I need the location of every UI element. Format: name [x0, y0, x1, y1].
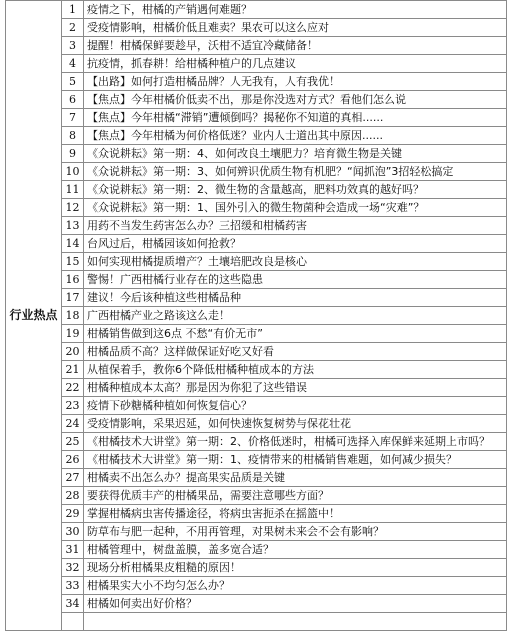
table-row [6, 127, 507, 145]
row-number: 29 [62, 505, 84, 523]
table-row [6, 487, 507, 505]
row-number: 15 [62, 253, 84, 271]
row-number: 22 [62, 379, 84, 397]
table-row [6, 145, 507, 163]
table-row [6, 217, 507, 235]
row-title: 《众说耕耘》第一期：1、国外引入的微生物菌种会造成一场“灾难”？ [84, 199, 507, 217]
table-row [6, 559, 507, 577]
row-title: 柑橘管理中，树盘盖膜，盖多宽合适？ [84, 541, 507, 559]
row-title: 抗疫情，抓春耕！给柑橘种植户的几点建议 [84, 55, 507, 73]
row-title: 提醒！柑橘保鲜要趁早，沃柑不适宜冷藏储备！ [84, 37, 507, 55]
table-row [6, 343, 507, 361]
row-number: 10 [62, 163, 84, 181]
table-row [6, 595, 507, 613]
table-row [6, 325, 507, 343]
row-title: 柑橘品质不高？这样做保证好吃又好看 [84, 343, 507, 361]
row-title: 用药不当发生药害怎么办？三招缓和柑橘药害 [84, 217, 507, 235]
row-title: 疫情之下，柑橘的产销遇何难题？ [84, 1, 507, 19]
table-row [6, 577, 507, 595]
row-title: 疫情下砂糖橘种植如何恢复信心？ [84, 397, 507, 415]
row-number: 5 [62, 73, 84, 91]
table-row [6, 451, 507, 469]
row-number: 17 [62, 289, 84, 307]
row-title: 掌握柑橘病虫害传播途径，将病虫害扼杀在摇篮中！ [84, 505, 507, 523]
row-number: 33 [62, 577, 84, 595]
row-number: 13 [62, 217, 84, 235]
row-title: 柑橘卖不出怎么办？提高果实品质是关键 [84, 469, 507, 487]
row-number: 2 [62, 19, 84, 37]
table-row [6, 289, 507, 307]
row-title: 《众说耕耘》第一期：3、如何辨识优质生物有机肥？“闻抓泡”3招轻松搞定 [84, 163, 507, 181]
row-number: 1 [62, 1, 84, 19]
row-title: 【出路】如何打造柑橘品牌？人无我有，人有我优！ [84, 73, 507, 91]
row-number: 34 [62, 595, 84, 613]
topic-table-body [6, 1, 507, 631]
row-title: 台风过后，柑橘园该如何抢救？ [84, 235, 507, 253]
table-row [6, 469, 507, 487]
row-title: 广西柑橘产业之路该这么走！ [84, 307, 507, 325]
row-number: 12 [62, 199, 84, 217]
table-row [6, 37, 507, 55]
row-number: 8 [62, 127, 84, 145]
table-row [6, 397, 507, 415]
table-row [6, 433, 507, 451]
table-row [6, 361, 507, 379]
table-row [6, 523, 507, 541]
row-title: 从植保着手，教你6个降低柑橘种植成本的方法 [84, 361, 507, 379]
row-title: 柑橘种植成本太高？那是因为你犯了这些错误 [84, 379, 507, 397]
blank-cell [84, 613, 507, 631]
row-title: 要获得优质丰产的柑橘果品，需要注意哪些方面？ [84, 487, 507, 505]
table-row [6, 253, 507, 271]
table-row [6, 505, 507, 523]
row-number: 20 [62, 343, 84, 361]
table-row [6, 109, 507, 127]
row-number: 26 [62, 451, 84, 469]
row-number: 24 [62, 415, 84, 433]
row-number: 23 [62, 397, 84, 415]
row-title: 【焦点】今年柑橘为何价格低迷？业内人士道出其中原因...... [84, 127, 507, 145]
category-cell: 行业热点 [6, 1, 62, 631]
row-title: 受疫情影响，采果迟延，如何快速恢复树势与保花壮花 [84, 415, 507, 433]
row-title: 警惕！广西柑橘行业存在的这些隐患 [84, 271, 507, 289]
row-title: 受疫情影响，柑橘价低且难卖？果农可以这么应对 [84, 19, 507, 37]
row-number: 6 [62, 91, 84, 109]
table-row [6, 235, 507, 253]
table-row-blank [6, 613, 507, 631]
row-title: 如何实现柑橘提质增产？土壤培肥改良是核心 [84, 253, 507, 271]
row-number: 21 [62, 361, 84, 379]
table-row [6, 1, 507, 19]
row-title: 柑橘果实大小不均匀怎么办？ [84, 577, 507, 595]
row-number: 27 [62, 469, 84, 487]
row-title: 【焦点】今年柑橘“滞销”遭倾倒吗？揭秘你不知道的真相...... [84, 109, 507, 127]
row-number: 7 [62, 109, 84, 127]
row-number: 9 [62, 145, 84, 163]
topic-table [5, 0, 507, 631]
row-number: 18 [62, 307, 84, 325]
row-title: 柑橘如何卖出好价格？ [84, 595, 507, 613]
table-row [6, 163, 507, 181]
blank-cell [62, 613, 84, 631]
row-title: 《柑橘技术大讲堂》第一期：1、疫情带来的柑橘销售难题，如何减少损失？ [84, 451, 507, 469]
row-title: 柑橘销售做到这6点 不愁“有价无市” [84, 325, 507, 343]
row-number: 19 [62, 325, 84, 343]
row-number: 3 [62, 37, 84, 55]
row-number: 11 [62, 181, 84, 199]
row-title: 《众说耕耘》第一期：4、如何改良土壤肥力？培育微生物是关键 [84, 145, 507, 163]
row-title: 建议！今后该种植这些柑橘品种 [84, 289, 507, 307]
row-number: 25 [62, 433, 84, 451]
table-row [6, 55, 507, 73]
table-row [6, 19, 507, 37]
row-number: 14 [62, 235, 84, 253]
table-row [6, 379, 507, 397]
row-number: 4 [62, 55, 84, 73]
table-row [6, 541, 507, 559]
table-row [6, 415, 507, 433]
row-number: 31 [62, 541, 84, 559]
row-title: 《众说耕耘》第一期：2、微生物的含量越高，肥料功效真的越好吗？ [84, 181, 507, 199]
table-row [6, 271, 507, 289]
table-row [6, 199, 507, 217]
table-row [6, 307, 507, 325]
table-row [6, 181, 507, 199]
row-title: 【焦点】今年柑橘价低卖不出，那是你没选对方式？看他们怎么说 [84, 91, 507, 109]
row-number: 16 [62, 271, 84, 289]
row-title: 现场分析柑橘果皮粗糙的原因！ [84, 559, 507, 577]
row-title: 防草布与肥一起种，不用再管理，对果树未来会不会有影响？ [84, 523, 507, 541]
row-number: 28 [62, 487, 84, 505]
row-number: 30 [62, 523, 84, 541]
row-title: 《柑橘技术大讲堂》第一期：2、价格低迷时，柑橘可选择入库保鲜来延期上市吗？ [84, 433, 507, 451]
row-number: 32 [62, 559, 84, 577]
table-row [6, 73, 507, 91]
table-row [6, 91, 507, 109]
